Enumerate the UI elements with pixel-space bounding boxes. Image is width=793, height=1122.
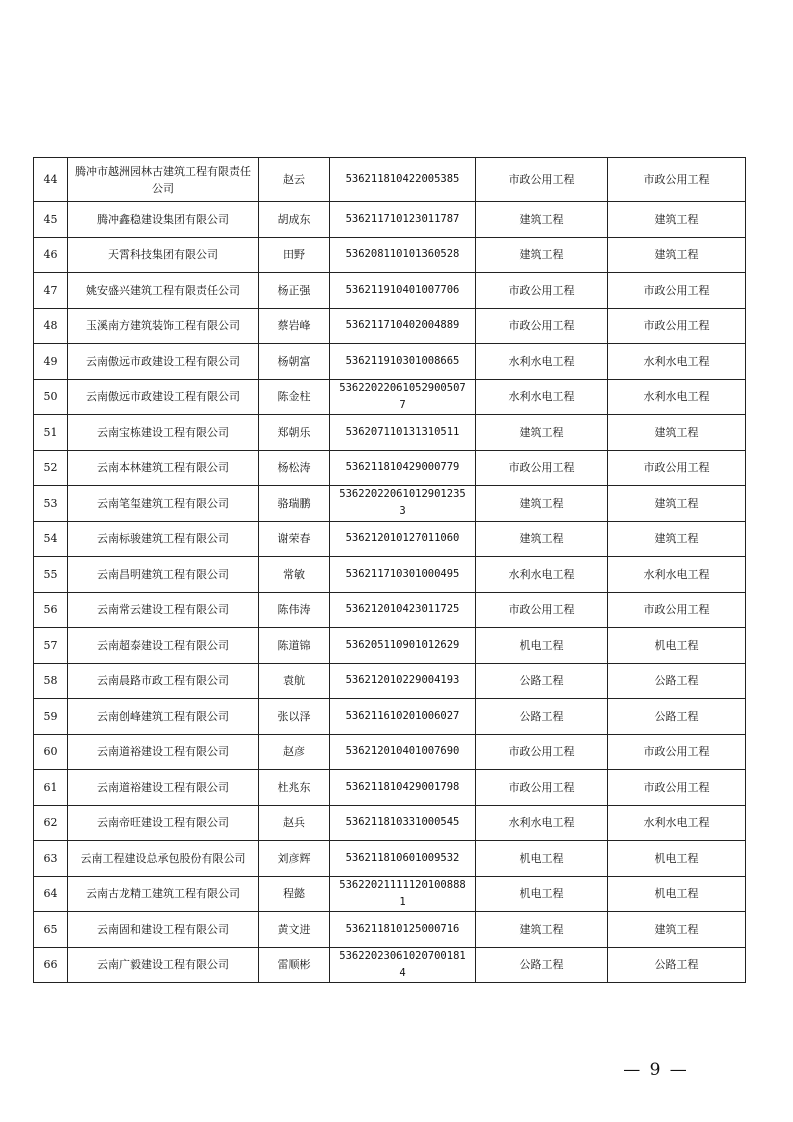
- table-row: [34, 557, 746, 593]
- practice-scope: 建筑工程: [608, 912, 746, 948]
- table-row: [34, 805, 746, 841]
- table-row: [34, 344, 746, 380]
- row-number: 66: [34, 947, 68, 983]
- registered-major: 水利水电工程: [476, 805, 608, 841]
- registration-number: 536211810125000716: [330, 912, 476, 948]
- row-number: 59: [34, 699, 68, 735]
- company-name: 云南帝旺建设工程有限公司: [68, 805, 259, 841]
- person-name: 杨正强: [259, 273, 330, 309]
- registration-number: 536211810331000545: [330, 805, 476, 841]
- practice-scope: 市政公用工程: [608, 770, 746, 806]
- registered-major: 水利水电工程: [476, 344, 608, 380]
- practice-scope: 水利水电工程: [608, 557, 746, 593]
- registration-number: 536211910401007706: [330, 273, 476, 309]
- registered-major: 建筑工程: [476, 237, 608, 273]
- company-name: 云南本林建筑工程有限公司: [68, 450, 259, 486]
- row-number: 55: [34, 557, 68, 593]
- person-name: 黄文进: [259, 912, 330, 948]
- table-row: [34, 628, 746, 664]
- registered-major: 公路工程: [476, 947, 608, 983]
- person-name: 赵兵: [259, 805, 330, 841]
- table-row: [34, 158, 746, 202]
- registration-number: 536211710123011787: [330, 202, 476, 238]
- registered-major: 水利水电工程: [476, 557, 608, 593]
- person-name: 蔡岩峰: [259, 308, 330, 344]
- practice-scope: 市政公用工程: [608, 592, 746, 628]
- company-name: 云南傲远市政建设工程有限公司: [68, 379, 259, 415]
- row-number: 58: [34, 663, 68, 699]
- registered-major: 建筑工程: [476, 486, 608, 522]
- person-name: 陈金柱: [259, 379, 330, 415]
- registered-major: 机电工程: [476, 876, 608, 912]
- registration-number: 536208110101360528: [330, 237, 476, 273]
- registered-major: 公路工程: [476, 699, 608, 735]
- row-number: 64: [34, 876, 68, 912]
- table-row: [34, 237, 746, 273]
- registered-major: 建筑工程: [476, 521, 608, 557]
- registration-number: 53622023061020700181 4: [330, 947, 476, 983]
- company-name: 云南标骏建筑工程有限公司: [68, 521, 259, 557]
- row-number: 57: [34, 628, 68, 664]
- person-name: 常敏: [259, 557, 330, 593]
- practice-scope: 建筑工程: [608, 202, 746, 238]
- person-name: 杨朝富: [259, 344, 330, 380]
- registry-table: [33, 157, 746, 983]
- table-row: [34, 770, 746, 806]
- registered-major: 公路工程: [476, 663, 608, 699]
- person-name: 刘彦辉: [259, 841, 330, 877]
- registered-major: 市政公用工程: [476, 308, 608, 344]
- row-number: 52: [34, 450, 68, 486]
- row-number: 62: [34, 805, 68, 841]
- practice-scope: 机电工程: [608, 841, 746, 877]
- registered-major: 机电工程: [476, 628, 608, 664]
- registered-major: 市政公用工程: [476, 273, 608, 309]
- registered-major: 市政公用工程: [476, 158, 608, 202]
- company-name: 腾冲鑫稳建设集团有限公司: [68, 202, 259, 238]
- practice-scope: 市政公用工程: [608, 158, 746, 202]
- person-name: 雷顺彬: [259, 947, 330, 983]
- table-row: [34, 947, 746, 983]
- row-number: 53: [34, 486, 68, 522]
- registered-major: 机电工程: [476, 841, 608, 877]
- table-row: [34, 415, 746, 451]
- practice-scope: 市政公用工程: [608, 308, 746, 344]
- company-name: 云南傲远市政建设工程有限公司: [68, 344, 259, 380]
- person-name: 袁航: [259, 663, 330, 699]
- row-number: 50: [34, 379, 68, 415]
- practice-scope: 机电工程: [608, 628, 746, 664]
- person-name: 田野: [259, 237, 330, 273]
- practice-scope: 公路工程: [608, 947, 746, 983]
- practice-scope: 水利水电工程: [608, 344, 746, 380]
- person-name: 郑朝乐: [259, 415, 330, 451]
- practice-scope: 建筑工程: [608, 237, 746, 273]
- company-name: 云南道裕建设工程有限公司: [68, 734, 259, 770]
- registration-number: 53622022061012901235 3: [330, 486, 476, 522]
- row-number: 49: [34, 344, 68, 380]
- table-row: [34, 841, 746, 877]
- registration-number: 536212010423011725: [330, 592, 476, 628]
- registration-number: 536212010229004193: [330, 663, 476, 699]
- registration-number: 536211810429001798: [330, 770, 476, 806]
- company-name: 云南广毅建设工程有限公司: [68, 947, 259, 983]
- registration-number: 53622022061052900507 7: [330, 379, 476, 415]
- company-name: 天霄科技集团有限公司: [68, 237, 259, 273]
- practice-scope: 水利水电工程: [608, 379, 746, 415]
- practice-scope: 市政公用工程: [608, 734, 746, 770]
- row-number: 48: [34, 308, 68, 344]
- registration-number: 536211810429000779: [330, 450, 476, 486]
- registration-number: 536207110131310511: [330, 415, 476, 451]
- person-name: 赵彦: [259, 734, 330, 770]
- person-name: 张以泽: [259, 699, 330, 735]
- table-row: [34, 379, 746, 415]
- company-name: 云南创峰建筑工程有限公司: [68, 699, 259, 735]
- practice-scope: 机电工程: [608, 876, 746, 912]
- person-name: 程懿: [259, 876, 330, 912]
- registration-number: 536211810601009532: [330, 841, 476, 877]
- company-name: 云南昌明建筑工程有限公司: [68, 557, 259, 593]
- registration-number: 536212010127011060: [330, 521, 476, 557]
- row-number: 61: [34, 770, 68, 806]
- company-name: 云南固和建设工程有限公司: [68, 912, 259, 948]
- practice-scope: 公路工程: [608, 699, 746, 735]
- table-row: [34, 734, 746, 770]
- registry-table-body: [34, 158, 746, 983]
- person-name: 谢荣春: [259, 521, 330, 557]
- registered-major: 市政公用工程: [476, 770, 608, 806]
- practice-scope: 建筑工程: [608, 486, 746, 522]
- registered-major: 市政公用工程: [476, 450, 608, 486]
- practice-scope: 建筑工程: [608, 521, 746, 557]
- row-number: 63: [34, 841, 68, 877]
- registration-number: 536211910301008665: [330, 344, 476, 380]
- registered-major: 市政公用工程: [476, 734, 608, 770]
- row-number: 60: [34, 734, 68, 770]
- table-row: [34, 273, 746, 309]
- person-name: 陈伟涛: [259, 592, 330, 628]
- table-row: [34, 450, 746, 486]
- practice-scope: 水利水电工程: [608, 805, 746, 841]
- table-row: [34, 876, 746, 912]
- registration-number: 53622021111120100888 1: [330, 876, 476, 912]
- registration-number: 536211810422005385: [330, 158, 476, 202]
- person-name: 杨松涛: [259, 450, 330, 486]
- row-number: 45: [34, 202, 68, 238]
- row-number: 54: [34, 521, 68, 557]
- company-name: 云南超泰建设工程有限公司: [68, 628, 259, 664]
- table-row: [34, 486, 746, 522]
- practice-scope: 建筑工程: [608, 415, 746, 451]
- registered-major: 建筑工程: [476, 415, 608, 451]
- company-name: 云南工程建设总承包股份有限公司: [68, 841, 259, 877]
- registered-major: 水利水电工程: [476, 379, 608, 415]
- company-name: 玉溪南方建筑装饰工程有限公司: [68, 308, 259, 344]
- table-row: [34, 521, 746, 557]
- registration-number: 536211710402004889: [330, 308, 476, 344]
- table-row: [34, 202, 746, 238]
- table-row: [34, 663, 746, 699]
- registration-number: 536212010401007690: [330, 734, 476, 770]
- company-name: 腾冲市越洲园林古建筑工程有限责任公司: [68, 158, 259, 202]
- person-name: 胡成东: [259, 202, 330, 238]
- company-name: 云南常云建设工程有限公司: [68, 592, 259, 628]
- company-name: 姚安盛兴建筑工程有限责任公司: [68, 273, 259, 309]
- company-name: 云南笔玺建筑工程有限公司: [68, 486, 259, 522]
- practice-scope: 市政公用工程: [608, 273, 746, 309]
- person-name: 杜兆东: [259, 770, 330, 806]
- row-number: 56: [34, 592, 68, 628]
- registration-number: 536205110901012629: [330, 628, 476, 664]
- registered-major: 建筑工程: [476, 912, 608, 948]
- practice-scope: 市政公用工程: [608, 450, 746, 486]
- person-name: 赵云: [259, 158, 330, 202]
- registered-major: 市政公用工程: [476, 592, 608, 628]
- row-number: 47: [34, 273, 68, 309]
- person-name: 骆瑞鹏: [259, 486, 330, 522]
- row-number: 46: [34, 237, 68, 273]
- table-row: [34, 592, 746, 628]
- row-number: 44: [34, 158, 68, 202]
- company-name: 云南道裕建设工程有限公司: [68, 770, 259, 806]
- page-number: — 9 —: [623, 1060, 689, 1080]
- registered-major: 建筑工程: [476, 202, 608, 238]
- company-name: 云南宝栋建设工程有限公司: [68, 415, 259, 451]
- row-number: 51: [34, 415, 68, 451]
- company-name: 云南古龙精工建筑工程有限公司: [68, 876, 259, 912]
- table-row: [34, 308, 746, 344]
- registration-number: 536211610201006027: [330, 699, 476, 735]
- table-row: [34, 699, 746, 735]
- row-number: 65: [34, 912, 68, 948]
- company-name: 云南晨路市政工程有限公司: [68, 663, 259, 699]
- registration-number: 536211710301000495: [330, 557, 476, 593]
- practice-scope: 公路工程: [608, 663, 746, 699]
- table-row: [34, 912, 746, 948]
- person-name: 陈道锦: [259, 628, 330, 664]
